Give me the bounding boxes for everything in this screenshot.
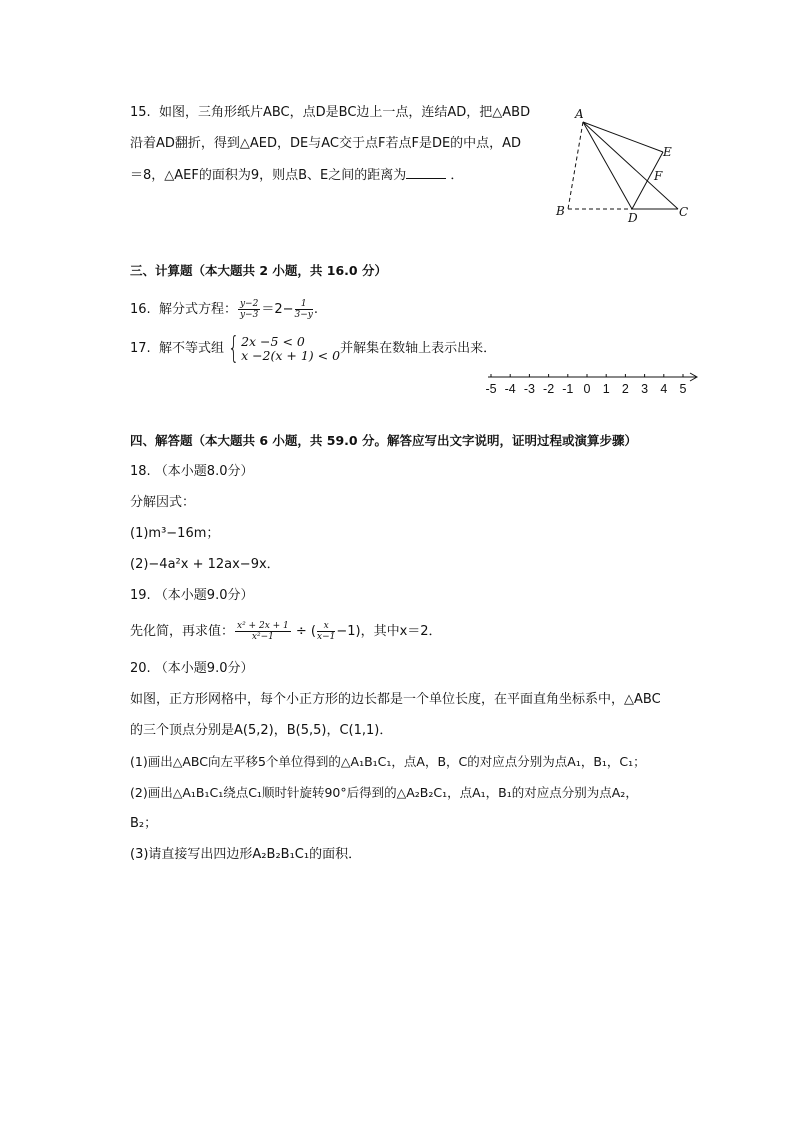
q17-suffix: 并解集在数轴上表示出来． (340, 341, 497, 356)
number-line-label: -3 (523, 382, 535, 396)
q16-fraction-1 (238, 299, 260, 320)
q18-part-2: (2)−4a²x + 12ax−9x． (130, 557, 280, 572)
q17-inequality-system (241, 335, 340, 363)
q20-line-5: B₂； (130, 816, 158, 831)
q16-suffix: . (313, 302, 318, 317)
segment-AB (568, 122, 583, 209)
q19-frac2-numerator: x (317, 621, 335, 632)
section-3-title: 三、计算题（本大题共 2 小题，共 16.0 分） (130, 263, 387, 278)
label-D: D (628, 211, 638, 225)
q15-text-1: 如图，三角形纸片ABC，点D是BC边上一点，连结AD，把△ABD (158, 105, 531, 120)
q20-line-3: (1)画出△ABC向左平移5个单位得到的△A₁B₁C₁，点A，B，C的对应点分别为点A₁，B₁，C₁； (130, 754, 646, 769)
label-B: B (556, 204, 565, 218)
q17-inequality-1: 2x −5 < 0 (241, 333, 305, 349)
q15-number: 15. (130, 105, 151, 120)
number-line-label: 3 (641, 382, 649, 396)
q16-frac2-numerator: 1 (295, 299, 313, 310)
q19-fraction-2 (317, 621, 335, 642)
number-line-label: 1 (602, 382, 610, 396)
triangle-figure (550, 100, 700, 230)
q15-line3 (130, 166, 463, 185)
q17-number: 17. (130, 341, 151, 356)
q19-frac2-denominator: x−1 (317, 632, 336, 642)
q20-line-4: (2)画出△A₁B₁C₁绕点C₁顺时针旋转90°后得到的△A₂B₂C₁，点A₁，B₁的对应点分别为点A₂， (130, 785, 638, 800)
q20-line-1: 如图，正方形网格中，每个小正方形的边长都是一个单位长度，在平面直角坐标系中，△ABC (130, 692, 661, 707)
segment-AE (583, 122, 663, 152)
q18-part-1: (1)m³−16m； (130, 526, 220, 541)
q20-line-6: (3)请直接写出四边形A₂B₂B₁C₁的面积． (130, 847, 362, 862)
number-line-label: 5 (679, 382, 687, 396)
q20-line-2: 的三个顶点分别是A(5,2)，B(5,5)，C(1,1)． (130, 723, 393, 738)
number-line-label: -5 (485, 382, 497, 396)
number-line-label: 4 (660, 382, 668, 396)
q15-text-3: ＝8，△AEF的面积为9，则点B、E之间的距离为 (130, 168, 407, 183)
q16-fraction-2 (295, 299, 313, 320)
label-E: E (663, 145, 672, 159)
q17 (130, 330, 497, 366)
q15-text-2: 沿着AD翻折，得到△AED，DE与AC交于点F若点F是DE的中点，AD (130, 136, 522, 151)
label-F: F (654, 169, 663, 183)
segment-AD (583, 122, 632, 209)
q17-inequality-2: x −2(x + 1) < 0 (241, 347, 341, 363)
label-C: C (679, 205, 689, 219)
q20-header: 20. （本小题9.0分） (130, 661, 254, 676)
q16-prefix: 解分式方程： (158, 302, 237, 317)
q18-intro: 分解因式： (130, 495, 196, 510)
number-line-label: -4 (504, 382, 516, 396)
q16-number: 16. (130, 302, 151, 317)
segment-AC (583, 122, 678, 209)
q19-prefix: 先化简，再求值： (130, 624, 235, 639)
number-line-label: -2 (543, 382, 555, 396)
q19-tail: −1)，其中x＝2． (336, 624, 442, 639)
q15-text-3-end: ． (450, 168, 464, 183)
q18-header: 18. （本小题8.0分） (130, 464, 254, 479)
section-4-title: 四、解答题（本大题共 6 小题，共 59.0 分。解答应写出文字说明，证明过程或演算步骤） (130, 433, 637, 448)
q16-frac1-denominator: y−3 (239, 310, 259, 320)
q15-line1 (130, 104, 530, 122)
q19-body (130, 620, 442, 644)
q19-header: 19. （本小题9.0分） (130, 588, 254, 603)
q19-div: ÷ ( (291, 624, 316, 639)
q19-frac1-denominator: x²−1 (251, 632, 274, 642)
q16 (130, 299, 318, 321)
number-line-label: -1 (562, 382, 574, 396)
q19-frac1-numerator: x² + 2x + 1 (237, 621, 289, 631)
q17-prefix: 解不等式组 (158, 341, 224, 356)
q19-fraction-1 (235, 621, 291, 642)
answer-blank[interactable] (406, 166, 446, 179)
q16-frac2-denominator: 3−y (294, 310, 313, 320)
label-A: A (575, 107, 584, 121)
q16-frac1-numerator: y−2 (239, 299, 259, 309)
number-line-label: 0 (583, 382, 591, 396)
number-line-label: 2 (621, 382, 629, 396)
number-line (480, 368, 705, 398)
q16-mid: ＝2− (261, 302, 294, 317)
left-brace-icon: { (227, 330, 240, 366)
